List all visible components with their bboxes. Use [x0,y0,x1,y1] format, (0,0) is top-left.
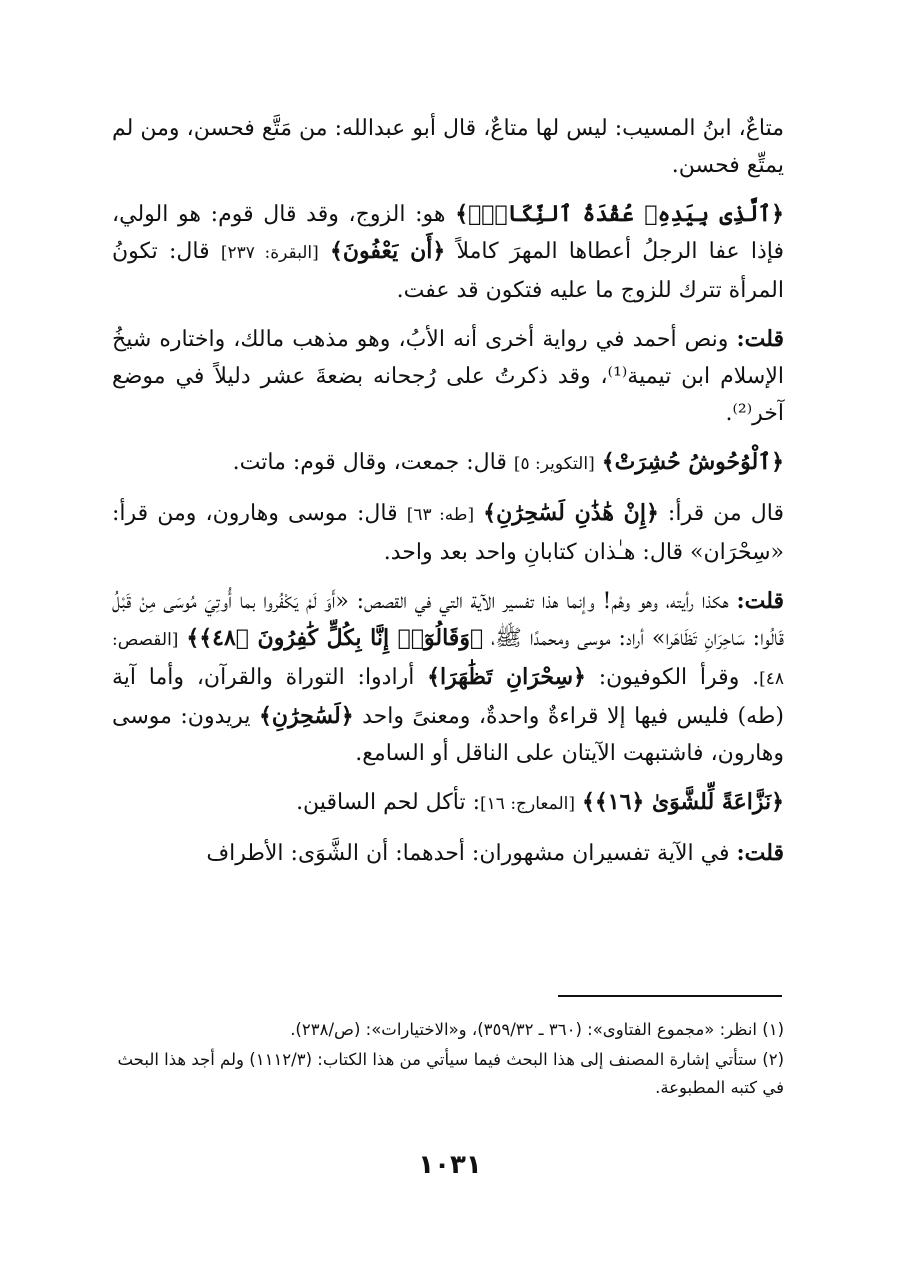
footnotes [112,1016,784,1104]
quran-verse: ﴿ٱلَّذِى بِيَدِهِۦ عُقْدَةُ ٱلنِّكَاحِۚ﴾ [455,201,784,227]
verse-reference: [طه: ٦٣] [406,505,475,525]
paragraph [112,835,784,872]
paragraph [112,196,784,309]
text-run [595,450,602,475]
paragraph [112,444,784,483]
quran-verse: ﴿أَن يَعْفُونَ﴾ [329,238,446,264]
text-run [575,790,582,815]
quran-verse: ﴿وَقَالُوٓا۟ إِنَّا بِكُلٍّ كَٰفِرُونَ ﴿٤٨﴾﴾ [186,625,484,651]
footnote-2: (٢) ستأتي إشارة المصنف إلى هذا البحث فيما سيأتي من هذا الكتاب: (١١١٢/٣) ولم أجد هذا البحث في كتبه المطبوعة. [117,1050,784,1097]
text-run: : تأكل لحم الساقين. [296,790,481,815]
lead-word: قلت: [736,840,784,866]
paragraph [112,321,784,432]
text-run: قال: تكونُ المرأة تترك للزوج ما عليه فتكون قد عفت. [112,239,784,303]
paragraph [112,784,784,823]
lead-word: قلت: [736,588,784,614]
paragraph [112,110,784,184]
text-run: هو: الزوج، وقد قال قوم: هو الولي، فإذا عفا الرجلُ أعطاها المهرَ كاملاً [112,202,784,264]
lead-word: قلت: [736,326,784,352]
footnote-1: (١) انظر: «مجموع الفتاوى»: (٣٦٠ ـ ٣٥٩/٣٢)، و«الاختيارات»: (ص/٢٣٨). [290,1020,784,1039]
text-run: قال: موسى وهارون، ومن قرأ: «سِحْرَان» قال: هـٰذان كتابانِ واحد بعد واحد. [112,501,784,565]
text-run: في الآية تفسيران مشهوران: أحدهما: أن الشَّوَى: الأطراف [206,841,737,866]
quran-verse: ﴿إِنْ هَٰذَٰنِ لَسَٰحِرَٰنِ﴾ [483,500,659,526]
verse-reference: [المعارج: ١٦] [480,794,575,814]
text-run: ونص أحمد في رواية أخرى أنه الأبُ، وهو مذهب مالك، واختاره شيخُ الإسلام ابن تيمية⁽¹⁾، وقد ذكرتُ على رُجحانه بضعةَ عشر دليلاً في موضع آخر⁽²⁾. [112,327,784,426]
quran-verse: ﴿سِحْرَانِ تَظَٰهَرَا﴾ [427,664,586,690]
paragraph [112,495,784,571]
quran-verse: ﴿لَسَٰحِرَٰنِ﴾ [258,703,354,729]
text-run: قال: جمعت، وقال قوم: ماتت. [232,450,514,475]
text-run: قال من قرأ: [658,501,784,526]
text-run [319,239,330,264]
text-run: يريدون: موسى وهارون، فاشتبهت الآيتان على الناقل أو السامع. [112,704,784,766]
paragraph [112,583,784,772]
page-number: ١٠٣١ [418,1150,482,1180]
quran-verse: ﴿ٱلْوُحُوشُ حُشِرَتْ﴾ [601,449,784,475]
quran-verse: ﴿نَزَّاعَةً لِّلشَّوَىٰ ﴿١٦﴾﴾ [581,789,784,815]
verse-reference: [البقرة: ٢٣٧] [220,243,319,263]
verse-reference: [القصص: ٤٨] [112,630,785,689]
text-run: أرادوا: التوراة والقرآن، وأما آية (طه) فليس فيها إلا قراءةٌ واحدةٌ، ومعنىً واحد [112,665,784,729]
text-run [474,501,483,526]
verse-reference: [التكوير: ٥] [513,454,595,474]
text-run: متاعٌ، ابنُ المسيب: ليس لها متاعٌ، قال أبو عبدالله: من مَتَّع فحسن، ومن لم يمتِّع فحسن. [112,116,784,178]
main-text [112,110,784,884]
text-run: . وقرأ الكوفيون: [585,665,760,690]
footnote-divider [558,995,782,997]
text-run: هكذا رأيته، وهو وهْم! وإنما هذا تفسير الآية التي في القصص: «أَوَ لَمْ يَكْفُروا بما أُوتِيَ مُوسَى مِنْ قَبْلُ قَالُوا: سَاحِرَانِ تَظَاهَرا» أراد: موسى ومحمدًا ﷺ، [112,589,784,651]
